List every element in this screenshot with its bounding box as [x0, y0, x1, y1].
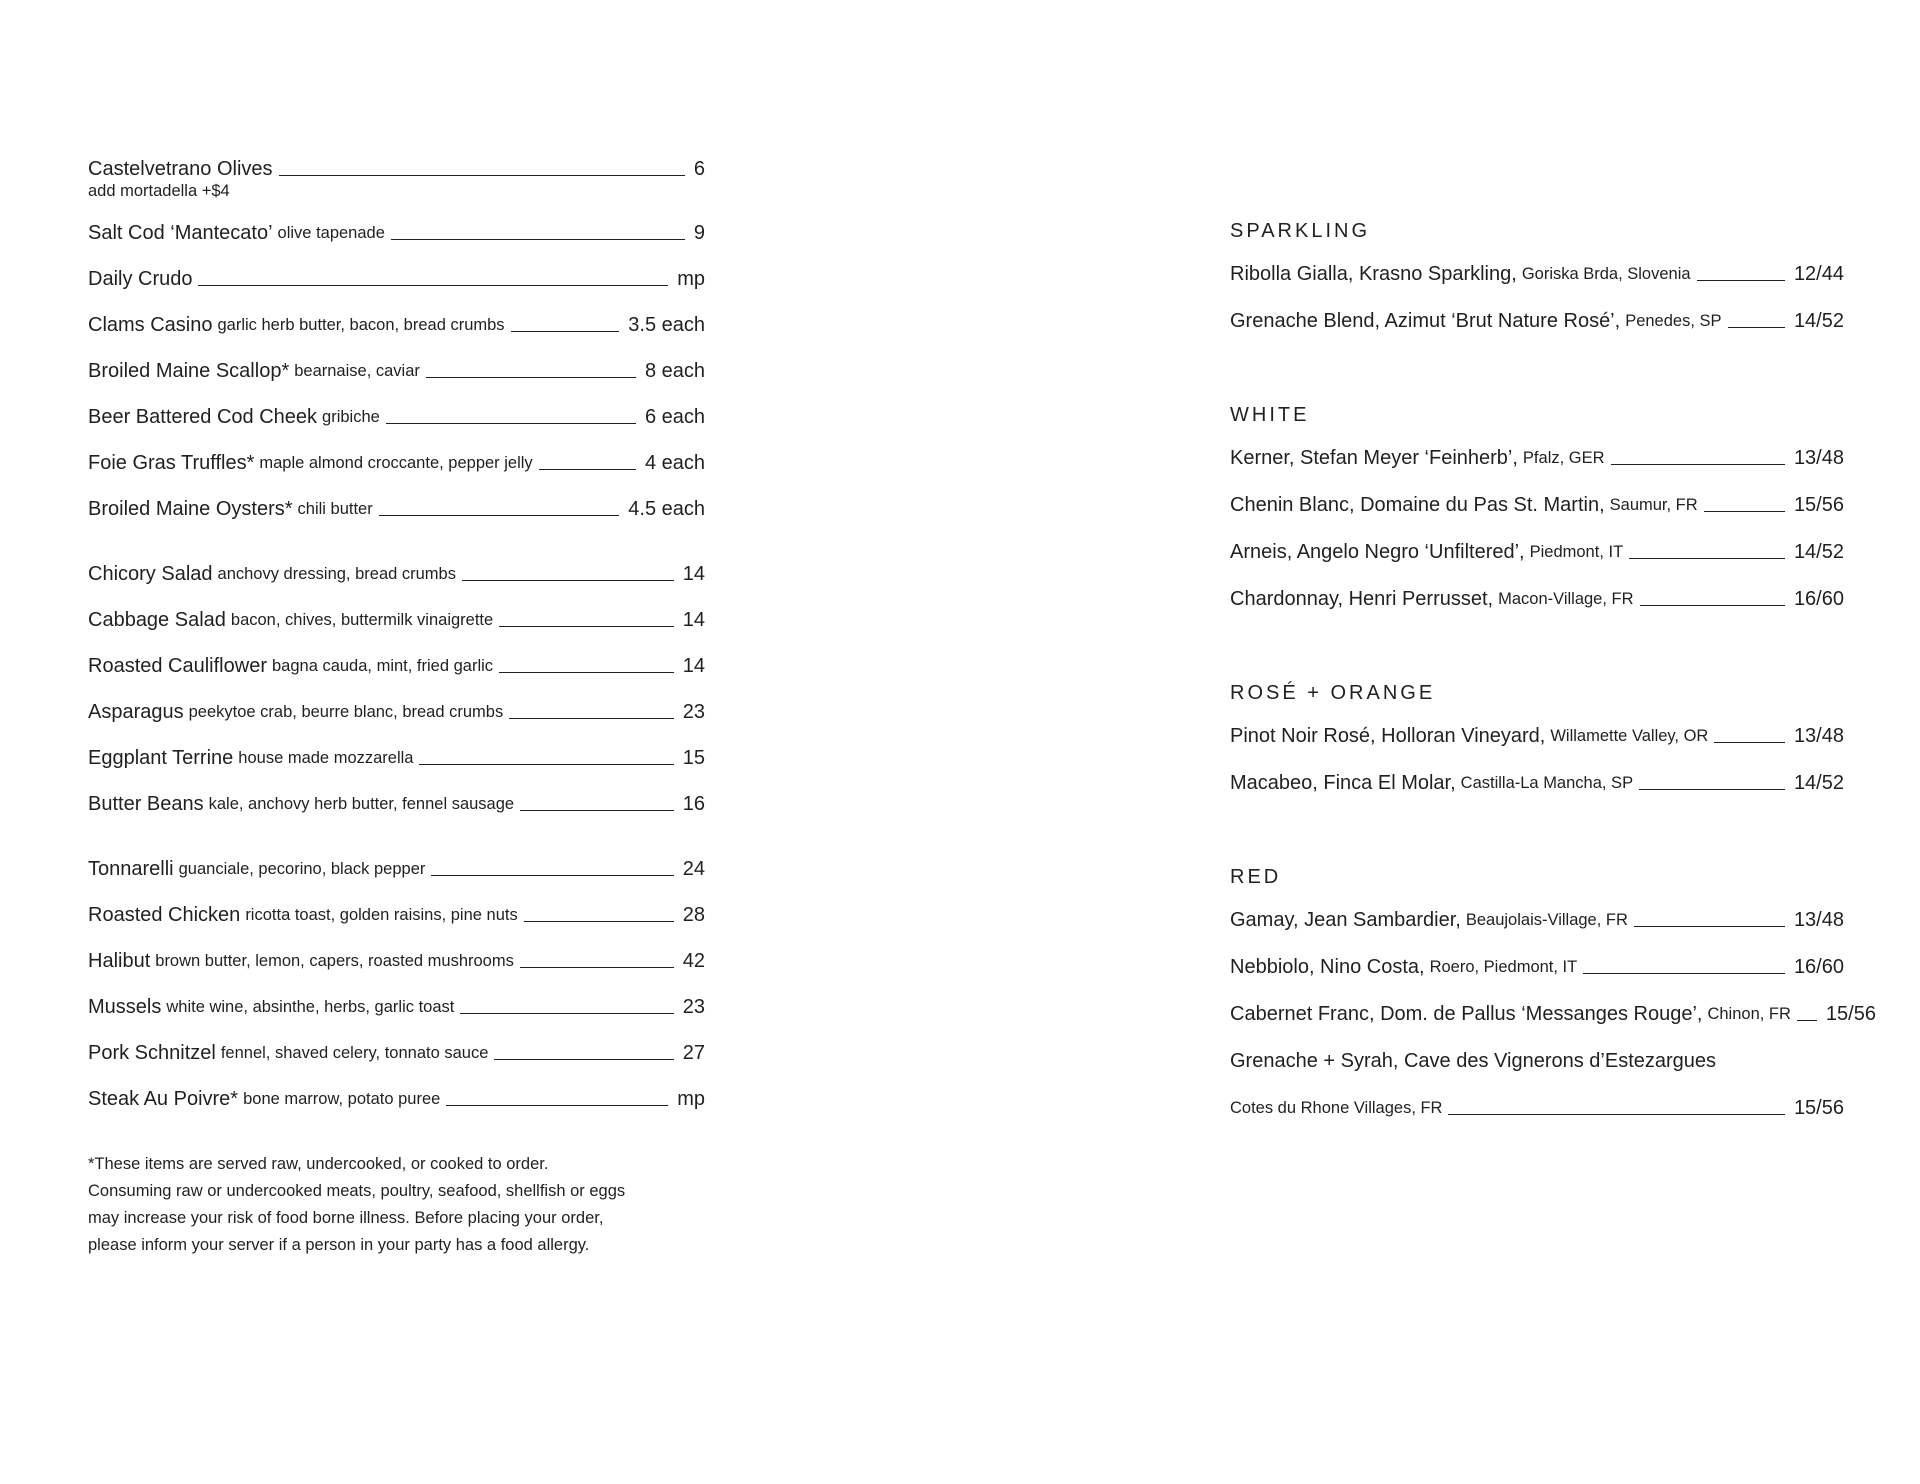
dot-leader — [1714, 742, 1785, 743]
wine-item — [1230, 586, 1844, 612]
menu-item-row — [88, 561, 705, 587]
dot-leader — [460, 1013, 673, 1014]
menu-item — [88, 856, 705, 882]
item-price: 4 each — [644, 452, 705, 474]
item-description: bacon, chives, buttermilk vinaigrette — [230, 611, 494, 629]
section-title: SPARKLING — [1230, 220, 1370, 242]
wine-item-row — [1230, 907, 1844, 933]
item-price: 14 — [682, 609, 705, 631]
wine-item — [1230, 907, 1844, 933]
wine-item — [1230, 723, 1844, 749]
wine-region: Castilla-La Mancha, SP — [1460, 774, 1634, 792]
wine-price: 14/52 — [1793, 310, 1844, 332]
wine-section — [1230, 402, 1844, 612]
dot-leader — [379, 515, 620, 516]
item-name: Foie Gras Truffles* — [88, 452, 255, 474]
menu-item — [88, 156, 705, 200]
dot-leader — [511, 331, 620, 332]
wine-name: Gamay, Jean Sambardier, — [1230, 909, 1461, 931]
food-menu — [88, 156, 705, 1259]
wine-name: Chenin Blanc, Domaine du Pas St. Martin, — [1230, 494, 1605, 516]
item-name: Daily Crudo — [88, 268, 193, 290]
dot-leader — [1704, 511, 1785, 512]
menu-item — [88, 496, 705, 522]
item-price: mp — [677, 1088, 705, 1110]
menu-item-row — [88, 994, 705, 1020]
wine-name: Kerner, Stefan Meyer ‘Feinherb’, — [1230, 447, 1518, 469]
dot-leader — [1629, 558, 1785, 559]
menu-item — [88, 220, 705, 246]
menu-item — [88, 745, 705, 771]
wine-item-row — [1230, 492, 1844, 518]
dot-leader — [462, 580, 674, 581]
dot-leader — [524, 921, 674, 922]
menu-item-row — [88, 948, 705, 974]
item-price: 16 — [682, 793, 705, 815]
menu-item-row — [88, 1040, 705, 1066]
wine-item-row — [1230, 954, 1844, 980]
menu-item — [88, 948, 705, 974]
item-name: Castelvetrano Olives — [88, 158, 273, 180]
dot-leader — [1797, 1020, 1817, 1021]
item-name: Halibut — [88, 950, 151, 972]
item-description: house made mozzarella — [238, 749, 414, 767]
wine-item-row — [1230, 723, 1844, 749]
wine-name: Arneis, Angelo Negro ‘Unfiltered’, — [1230, 541, 1525, 563]
wine-item — [1230, 1048, 1844, 1121]
item-description: guanciale, pecorino, black pepper — [178, 860, 426, 878]
dot-leader — [509, 718, 674, 719]
item-price: 14 — [682, 563, 705, 585]
item-name: Tonnarelli — [88, 858, 174, 880]
menu-item — [88, 404, 705, 430]
menu-item — [88, 994, 705, 1020]
section-title: ROSÉ + ORANGE — [1230, 682, 1436, 704]
menu-item-row — [88, 699, 705, 725]
wine-price: 15/56 — [1825, 1003, 1876, 1025]
item-name: Broiled Maine Oysters* — [88, 498, 293, 520]
item-description: garlic herb butter, bacon, bread crumbs — [217, 316, 505, 334]
wine-item-row — [1230, 1048, 1844, 1074]
wine-item-row — [1230, 1001, 1876, 1027]
wine-item — [1230, 539, 1844, 565]
wine-section — [1230, 680, 1844, 796]
item-name: Eggplant Terrine — [88, 747, 234, 769]
dot-leader — [1634, 926, 1785, 927]
wine-region: Chinon, FR — [1707, 1005, 1791, 1023]
food-group — [88, 156, 705, 522]
wine-price: 13/48 — [1793, 909, 1844, 931]
wine-item — [1230, 1001, 1876, 1027]
item-description: white wine, absinthe, herbs, garlic toast — [166, 998, 455, 1016]
wine-name: Macabeo, Finca El Molar, — [1230, 772, 1456, 794]
item-name: Broiled Maine Scallop* — [88, 360, 290, 382]
item-description: olive tapenade — [277, 224, 385, 242]
menu-item-row — [88, 312, 705, 338]
wine-region: Pfalz, GER — [1522, 449, 1605, 467]
wine-price: 13/48 — [1793, 447, 1844, 469]
item-price: 42 — [682, 950, 705, 972]
wine-item — [1230, 770, 1844, 796]
item-name: Butter Beans — [88, 793, 204, 815]
menu-item-row — [88, 496, 705, 522]
menu-item — [88, 312, 705, 338]
item-price: 27 — [682, 1042, 705, 1064]
wine-region: Willamette Valley, OR — [1550, 727, 1709, 745]
dot-leader — [419, 764, 673, 765]
item-name: Pork Schnitzel — [88, 1042, 216, 1064]
dot-leader — [494, 1059, 673, 1060]
item-price: 14 — [682, 655, 705, 677]
menu-item — [88, 1086, 705, 1112]
wine-name: Nebbiolo, Nino Costa, — [1230, 956, 1425, 978]
dot-leader — [1611, 464, 1785, 465]
item-price: 6 each — [644, 406, 705, 428]
item-description: bone marrow, potato puree — [243, 1090, 441, 1108]
section-title: RED — [1230, 866, 1282, 888]
wine-item — [1230, 492, 1844, 518]
section-title: WHITE — [1230, 404, 1310, 426]
menu-item — [88, 358, 705, 384]
wine-item — [1230, 445, 1844, 471]
menu-item-row — [88, 745, 705, 771]
menu-item-row — [88, 653, 705, 679]
item-description: peekytoe crab, beurre blanc, bread crumbs — [188, 703, 504, 721]
wine-item — [1230, 261, 1844, 287]
item-name: Roasted Chicken — [88, 904, 241, 926]
wine-item — [1230, 954, 1844, 980]
allergy-disclaimer — [88, 1151, 705, 1259]
item-price: 9 — [693, 222, 705, 244]
item-description: ricotta toast, golden raisins, pine nuts — [245, 906, 518, 924]
item-name: Cabbage Salad — [88, 609, 226, 631]
wine-item — [1230, 308, 1844, 334]
item-description: gribiche — [322, 408, 380, 426]
menu-item-row — [88, 791, 705, 817]
item-price: 15 — [682, 747, 705, 769]
menu-item — [88, 791, 705, 817]
wine-region: Cotes du Rhone Villages, FR — [1230, 1099, 1443, 1117]
wine-item-row — [1230, 261, 1844, 287]
wine-region: Saumur, FR — [1609, 496, 1698, 514]
menu-item-row — [88, 1086, 705, 1112]
item-name: Clams Casino — [88, 314, 213, 336]
dot-leader — [446, 1105, 668, 1106]
wine-item-row — [1230, 1095, 1844, 1121]
wine-region: Piedmont, IT — [1529, 543, 1624, 561]
item-description: brown butter, lemon, capers, roasted mushrooms — [155, 952, 514, 970]
disclaimer-line: please inform your server if a person in your party has a food allergy. — [88, 1236, 590, 1254]
wine-region: Beaujolais-Village, FR — [1465, 911, 1628, 929]
wine-name: Pinot Noir Rosé, Holloran Vineyard, — [1230, 725, 1546, 747]
item-description: chili butter — [297, 500, 373, 518]
item-name: Chicory Salad — [88, 563, 213, 585]
wine-price: 12/44 — [1793, 263, 1844, 285]
item-description: anchovy dressing, bread crumbs — [217, 565, 456, 583]
wine-region: Penedes, SP — [1625, 312, 1722, 330]
menu-item-row — [88, 450, 705, 476]
wine-price: 16/60 — [1793, 956, 1844, 978]
dot-leader — [1448, 1114, 1784, 1115]
wine-price: 14/52 — [1793, 541, 1844, 563]
menu-item-row — [88, 902, 705, 928]
dot-leader — [1583, 973, 1785, 974]
wine-item-row — [1230, 770, 1844, 796]
wine-region: Roero, Piedmont, IT — [1429, 958, 1578, 976]
wine-price: 15/56 — [1793, 494, 1844, 516]
item-name: Asparagus — [88, 701, 184, 723]
menu-item — [88, 699, 705, 725]
wine-price: 14/52 — [1793, 772, 1844, 794]
item-addon-note: add mortadella +$4 — [88, 182, 230, 200]
item-name: Mussels — [88, 996, 162, 1018]
menu-item-row — [88, 607, 705, 633]
menu-item — [88, 1040, 705, 1066]
wine-price: 13/48 — [1793, 725, 1844, 747]
item-name: Beer Battered Cod Cheek — [88, 406, 318, 428]
wine-item-row — [1230, 308, 1844, 334]
menu-item — [88, 653, 705, 679]
wine-item-row — [1230, 539, 1844, 565]
dot-leader — [431, 875, 673, 876]
dot-leader — [520, 810, 674, 811]
dot-leader — [1640, 605, 1785, 606]
dot-leader — [499, 672, 674, 673]
menu-item-row — [88, 856, 705, 882]
dot-leader — [198, 285, 668, 286]
dot-leader — [520, 967, 674, 968]
wine-name: Chardonnay, Henri Perrusset, — [1230, 588, 1494, 610]
wine-item-row — [1230, 586, 1844, 612]
dot-leader — [1728, 327, 1785, 328]
item-price: 3.5 each — [628, 314, 705, 336]
wine-name: Cabernet Franc, Dom. de Pallus ‘Messanges Rouge’, — [1230, 1003, 1703, 1025]
dot-leader — [426, 377, 636, 378]
item-price: mp — [677, 268, 705, 290]
item-description: bearnaise, caviar — [294, 362, 420, 380]
food-group — [88, 856, 705, 1112]
wine-item-row — [1230, 445, 1844, 471]
item-price: 4.5 each — [628, 498, 705, 520]
wine-price: 16/60 — [1793, 588, 1844, 610]
wine-price: 15/56 — [1793, 1097, 1844, 1119]
dot-leader — [1697, 280, 1785, 281]
item-price: 23 — [682, 996, 705, 1018]
wine-name: Grenache + Syrah, Cave des Vignerons d’Estezargues — [1230, 1050, 1717, 1072]
item-name: Steak Au Poivre* — [88, 1088, 239, 1110]
disclaimer-line: Consuming raw or undercooked meats, poultry, seafood, shellfish or eggs — [88, 1182, 626, 1200]
item-price: 23 — [682, 701, 705, 723]
menu-item — [88, 607, 705, 633]
menu-item-row — [88, 358, 705, 384]
item-price: 24 — [682, 858, 705, 880]
menu-item — [88, 450, 705, 476]
item-price: 8 each — [644, 360, 705, 382]
menu-item-row — [88, 404, 705, 430]
dot-leader — [1639, 789, 1785, 790]
wine-region: Goriska Brda, Slovenia — [1521, 265, 1691, 283]
item-price: 28 — [682, 904, 705, 926]
wine-region: Macon-Village, FR — [1498, 590, 1634, 608]
dot-leader — [499, 626, 674, 627]
disclaimer-line: *These items are served raw, undercooked, or cooked to order. — [88, 1155, 549, 1173]
dot-leader — [386, 423, 636, 424]
dot-leader — [539, 469, 636, 470]
menu-item — [88, 902, 705, 928]
menu-item-row — [88, 156, 705, 182]
item-price: 6 — [693, 158, 705, 180]
item-name: Salt Cod ‘Mantecato’ — [88, 222, 273, 244]
item-description: bagna cauda, mint, fried garlic — [271, 657, 494, 675]
item-name: Roasted Cauliflower — [88, 655, 267, 677]
wine-name: Grenache Blend, Azimut ‘Brut Nature Rosé’, — [1230, 310, 1621, 332]
item-description: kale, anchovy herb butter, fennel sausage — [208, 795, 515, 813]
wine-list — [1230, 218, 1876, 1189]
food-group — [88, 561, 705, 817]
item-description: maple almond croccante, pepper jelly — [259, 454, 533, 472]
disclaimer-line: may increase your risk of food borne illness. Before placing your order, — [88, 1209, 604, 1227]
menu-item-row — [88, 266, 705, 292]
menu-item — [88, 561, 705, 587]
menu-item-row — [88, 220, 705, 246]
wine-name: Ribolla Gialla, Krasno Sparkling, — [1230, 263, 1517, 285]
dot-leader — [391, 239, 685, 240]
wine-section — [1230, 864, 1876, 1121]
dot-leader — [279, 175, 685, 176]
item-description: fennel, shaved celery, tonnato sauce — [220, 1044, 489, 1062]
menu-item — [88, 266, 705, 292]
wine-section — [1230, 218, 1844, 334]
